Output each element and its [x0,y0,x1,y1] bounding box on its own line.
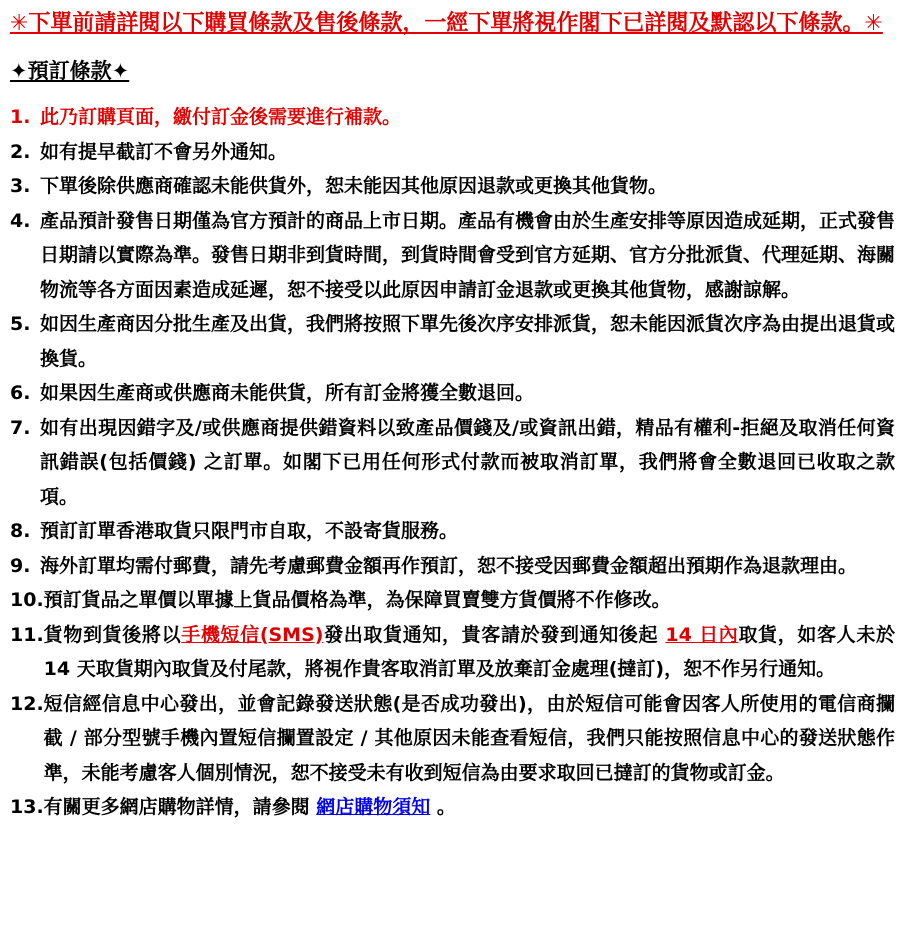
term-number: 1. [10,106,31,128]
store-shopping-notice-link[interactable]: 網店購物須知 [316,796,431,818]
term-item-9 [10,549,895,584]
section-heading-preorder-terms: ✦預訂條款✦ [10,59,130,83]
term-item-3 [10,169,895,204]
term-text: 海外訂單均需付郵費，請先考慮郵費金額再作預訂，恕不接受因郵費金額超出預期作為退款理由。 [40,554,858,577]
term-text: 如有提早截訂不會另外通知。 [40,140,288,163]
term-text: 。 [430,796,456,818]
pickup-deadline-emphasis: 14 日內 [665,623,739,646]
term-text: 如有出現因錯字及/或供應商提供錯資料以致產品價錢及/或資訊出錯，精品有權利-拒絕及取消任何資訊錯誤(包括價錢) 之訂單。如閣下已用任何形式付款而被取消訂單，我們將會全數退回已收取之款項。 [40,416,895,508]
term-number: 10. [10,589,44,611]
term-number: 8. [10,520,31,542]
term-text: 發出取貨通知，貴客請於發到通知後起 [323,623,666,646]
term-number: 7. [10,416,31,439]
term-item-6 [10,376,895,411]
term-text: 有關更多網店購物詳情，請參閱 [43,796,317,818]
term-number: 5. [10,313,31,335]
term-item-5 [10,307,895,376]
term-item-12 [10,687,895,791]
terms-list [10,100,895,825]
term-text: 產品預計發售日期僅為官方預計的商品上市日期。產品有機會由於生產安排等原因造成延期，正式發售日期請以實際為準。發售日期非到貨時間，到貨時間會受到官方延期、官方分批派貨、代理延期、海關物流等各方面因素造成延遲，恕不接受以此原因申請訂金退款或更換其他貨物，感謝諒解。 [40,209,896,301]
term-number: 3. [10,175,31,197]
term-number: 6. [10,382,31,404]
term-text: 下單後除供應商確認未能供貨外，恕未能因其他原因退款或更換其他貨物。 [40,175,668,197]
term-text: 取貨，如客人未於 14 天取貨期內取貨及付尾款，將視作貴客取消訂單及放棄訂金處理(撻訂)，恕不作另行通知。 [43,623,895,680]
term-number: 11. [10,623,44,646]
term-text: 如因生產商因分批生產及出貨，我們將按照下單先後次序安排派貨，恕未能因派貨次序為由提出退貨或換貨。 [40,313,896,370]
term-item-1 [10,100,895,135]
term-item-13 [10,790,895,825]
term-item-10 [10,583,895,618]
term-number: 4. [10,209,31,232]
term-text: 如果因生產商或供應商未能供貨，所有訂金將獲全數退回。 [40,382,535,404]
term-number: 2. [10,140,31,163]
term-item-8 [10,514,895,549]
term-text: 此乃訂購頁面，繳付訂金後需要進行補款。 [40,106,402,128]
term-text: 預訂貨品之單價以單據上貨品價格為準，為保障買賣雙方貨價將不作修改。 [43,589,671,611]
term-number: 9. [10,554,31,577]
term-item-11 [10,618,895,687]
term-text: 預訂訂單香港取貨只限門市自取，不設寄貨服務。 [40,520,459,542]
term-number: 13. [10,796,44,818]
term-number: 12. [10,692,44,715]
pre-order-warning-title: ✳下單前請詳閱以下購買條款及售後條款，一經下單將視作閣下已詳閱及默認以下條款。✳ [10,11,883,36]
term-item-2 [10,135,895,170]
term-item-4 [10,204,895,308]
sms-emphasis: 手機短信(SMS) [181,623,324,646]
term-text: 貨物到貨後將以 [43,623,182,646]
term-item-7 [10,411,895,515]
term-text: 短信經信息中心發出，並會記錄發送狀態(是否成功發出)，由於短信可能會因客人所使用的電信商攔截 / 部分型號手機內置短信攔置設定 / 其他原因未能查看短信，我們只能按照信息中心的發送狀態作準，未能考慮客人個別情況，恕不接受未有收到短信為由要求取回已撻訂的貨物或訂金。 [43,692,895,784]
